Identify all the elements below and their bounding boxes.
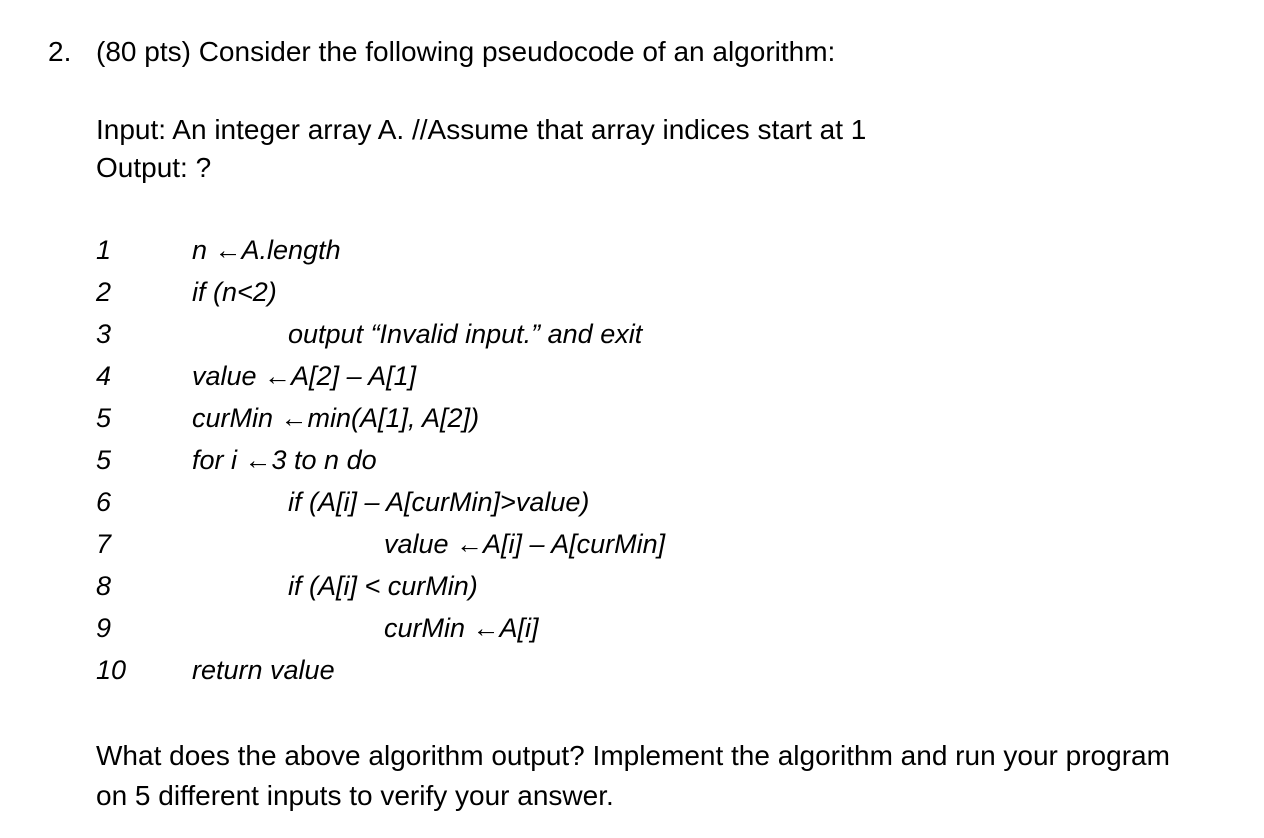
line-number-2: 2 xyxy=(96,277,112,307)
task-line-2: on 5 different inputs to verify your answer. xyxy=(96,780,614,811)
code-line-5a: curMin ←min(A[1], A[2]) xyxy=(192,403,480,433)
line-number-3: 3 xyxy=(96,319,112,349)
question-header xyxy=(48,34,835,70)
code-line-3: output “Invalid input.” and exit xyxy=(288,319,643,349)
code-line-6: if (A[i] – A[curMin]>value) xyxy=(288,487,590,517)
code-line-10: return value xyxy=(192,655,335,685)
output-spec: Output: ? xyxy=(96,152,212,183)
line-number-4: 4 xyxy=(96,361,112,391)
code-line-5b: for i ←3 to n do xyxy=(192,445,377,475)
line-number-5a: 5 xyxy=(96,403,112,433)
line-number-1: 1 xyxy=(96,235,112,265)
line-number-7: 7 xyxy=(96,529,112,559)
code-line-2: if (n<2) xyxy=(192,277,277,307)
task-question xyxy=(96,736,1256,816)
question-title: (80 pts) Consider the following pseudocode of an algorithm: xyxy=(96,36,836,67)
task-line-1: What does the above algorithm output? Implement the algorithm and run your program xyxy=(96,740,1170,771)
code-line-8: if (A[i] < curMin) xyxy=(288,571,478,601)
line-number-5b: 5 xyxy=(96,445,112,475)
line-number-10: 10 xyxy=(96,655,127,685)
line-number-9: 9 xyxy=(96,613,112,643)
code-line-9: curMin ←A[i] xyxy=(384,613,539,643)
line-number-6: 6 xyxy=(96,487,112,517)
code-line-7: value ←A[i] – A[curMin] xyxy=(384,529,666,559)
input-spec: Input: An integer array A. //Assume that array indices start at 1 xyxy=(96,114,867,145)
line-number-8: 8 xyxy=(96,571,112,601)
code-line-4: value ←A[2] – A[1] xyxy=(192,361,417,391)
code-line-1: n ←A.length xyxy=(192,235,341,265)
question-number: 2. xyxy=(48,36,72,67)
